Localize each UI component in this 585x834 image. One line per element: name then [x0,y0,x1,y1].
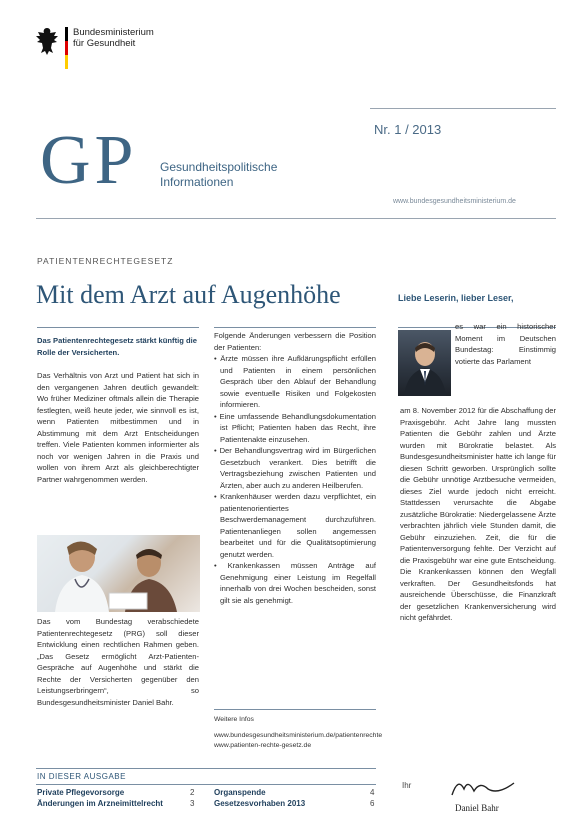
subtitle-line-1: Gesundheitspolitische [160,160,278,174]
toc-page: 3 [190,799,195,808]
toc-item[interactable]: Organspende [214,788,266,797]
toc-page: 4 [370,788,375,797]
article-lead: Das Patientenrechtegesetz stärkt künftig die Rolle der Versicherten. [37,336,197,357]
signature-label: Ihr [402,781,412,790]
toc-page: 2 [190,788,195,797]
doctor-patient-illustration [37,535,200,612]
publication-subtitle [160,160,277,190]
issue-number: Nr. 1 / 2013 [374,122,442,137]
header-divider [370,108,556,109]
toc-item[interactable]: Private Pflegevorsorge [37,788,125,797]
article-kicker: PATIENTENRECHTEGESETZ [37,256,174,266]
col1-divider [37,327,199,328]
article-body-3 [214,330,376,606]
article-body-1: Das Verhältnis von Arzt und Patient hat sich in den vergangenen Jahren deutlich gewandelt: Wo früher Mediziner oftmals allein die Therapie festlegten, weiß heute jeder, wie sinnvoll es ist, wenn Patienten mitbestimmen und in Abstimmung mit dem Arzt Entscheidungen treffen. Viele Patienten kommen informierter als noch vor wenigen Jahren in die Praxis und wollen von ihrem Arzt als gleichberechtigter Partner wahrgenommen werden. [37,371,199,484]
ministry-name [73,27,154,49]
federal-eagle-icon [34,26,60,56]
bullet-item: • Ärzte müssen ihre Aufklärungspflicht erfüllen und Patienten in einem persönlichen Gespräch über den Ablauf der Behandlung sowie eventuelle Risiken und Folgekosten informieren. [214,354,376,409]
editorial-greeting: Liebe Leserin, lieber Leser, [398,293,514,303]
subtitle-line-2: Informationen [160,175,234,189]
section-divider [36,218,556,219]
editorial-body-top: es war ein historischer Moment im Deutschen Bundestag: Einstimmig votierte das Parlament [455,322,556,366]
toc-divider-top [36,768,376,769]
signature-mark [448,775,518,800]
toc-item[interactable]: Änderungen im Arzneimittelrecht [37,799,163,808]
editorial-body: am 8. November 2012 für die Abschaffung der Praxisgebühr. Acht Jahre lang mussten Patienten die Gebühr zahlen und Ärzte wurden mit Bürokratie belastet. Als Bundesgesundheitsminister hatte ich lange für diesen Schritt geworben. Ursprünglich sollte die Gebühr unnötige Arztbesuche vermeiden, dieses Ziel wurde jedoch nicht erreicht. Stattdessen verursachte die Abgabe zusätzliche Bürokratie: Niedergelassene Ärzte verbrachten jährlich viele Stunden damit, die Gebühr einzuziehen. Zeit, die für die Patientenversorgung fehlte. Der Verzicht auf die Praxisgebühr war eine gute Entscheidung. Die Krankenkassen können den Wegfall verkraften. Der Gesundheitsfonds hat ausreichende Überschüsse, die Finanzkraft der gesetzlichen Krankenversicherung wird nicht gefährdet. [400,406,556,622]
info-label: Weitere Infos [214,716,254,723]
toc-divider-bottom [36,784,376,785]
website-link[interactable]: www.bundesgesundheitsministerium.de [393,198,516,205]
bullet-item: • Eine umfassende Behandlungsdokumentation ist Pflicht; Patienten haben das Recht, ihre Patientenakte einzusehen. [214,411,376,444]
signer-name: Daniel Bahr [455,803,499,813]
info-divider [214,709,376,710]
minister-portrait [398,330,451,396]
toc-page: 6 [370,799,375,808]
info-link[interactable]: www.patienten-rechte-gesetz.de [214,742,312,749]
doctor-patient-photo [37,535,200,612]
col2-divider [214,327,376,328]
further-info [214,715,383,751]
article-headline: Mit dem Arzt auf Augenhöhe [36,280,341,309]
changes-intro: Folgende Änderungen verbessern die Position der Patienten: [214,331,376,352]
toc-title: IN DIESER AUSGABE [37,772,126,781]
bullet-item: • Der Behandlungsvertrag wird im Bürgerlichen Gesetzbuch verankert. Dies betrifft die Vertragsbeziehung zwischen Patienten und Ärzten, aber auch zu anderen Heilberufen. [214,446,376,490]
toc-item[interactable]: Gesetzesvorhaben 2013 [214,799,306,808]
article-body-2: Das vom Bundestag verabschiedete Patientenrechtegesetz (PRG) soll dieser Entwicklung einen rechtlichen Rahmen geben. „Das Gesetz ermöglicht Arzt-Patienten-Gespräche auf Augenhöhe und stärkt die Rechte der Versicherten gegenüber den Leistungserbringern“, so Bundesgesundheitsminister Daniel Bahr. [37,617,199,707]
ministry-line-1: Bundesministerium [73,27,154,38]
info-link[interactable]: www.bundesgesundheitsministerium.de/patientenrechte [214,732,383,739]
bullet-item: • Krankenhäuser werden dazu verpflichtet, ein patientenorientiertes Beschwerdemanagement durchzuführen. Patientenanliegen sollen angemessen bearbeitet und für die Qualitätsoptimierung genutzt werden. [214,492,376,559]
gp-logo: GP [40,122,138,199]
ministry-line-2: für Gesundheit [73,38,136,49]
bullet-item: • Krankenkassen müssen Anträge auf Genehmigung einer Leistung im Regelfall innerhalb von drei Wochen bescheiden, sonst gilt sie als genehmigt. [214,561,376,605]
minister-portrait-illustration [398,330,451,396]
german-flag-bar [65,27,68,69]
